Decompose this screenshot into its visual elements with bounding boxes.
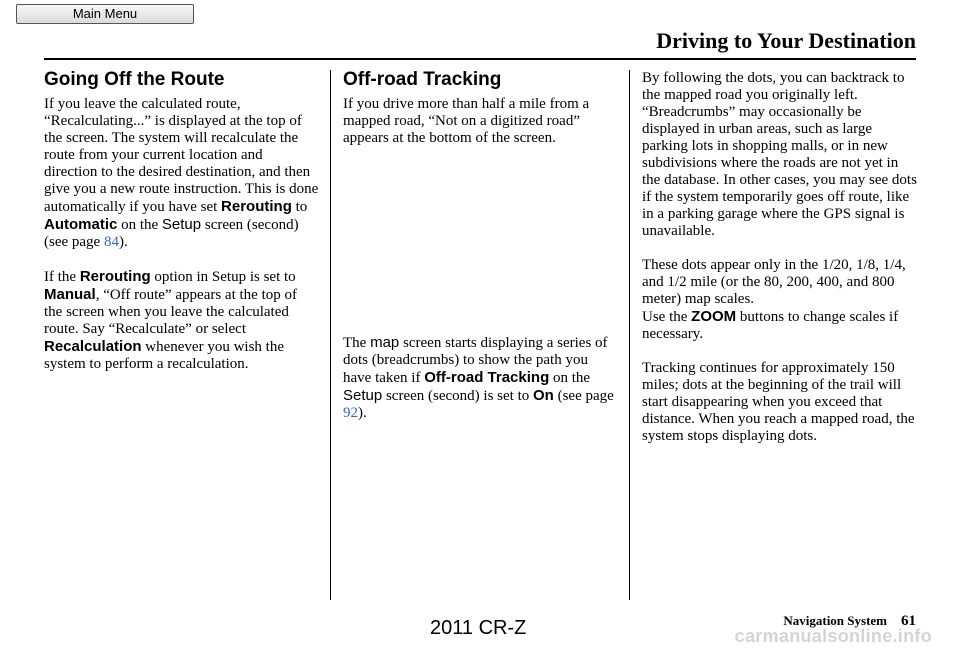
keyword-off-road-tracking: Off-road Tracking (424, 369, 550, 386)
text: on the (117, 217, 162, 233)
text: ). (358, 405, 367, 421)
paragraph: If you drive more than half a mile from a mapped road, “Not on a digitized road” appears at the bottom of the screen. (343, 96, 590, 146)
page-title: Driving to Your Destination (656, 28, 916, 53)
text: The (343, 335, 371, 351)
text: screen starts displaying a series of dots (breadcrumbs) to show the path you have taken if (343, 335, 608, 386)
section-title-off-road-tracking: Off-road Tracking (343, 69, 502, 90)
paragraph (44, 96, 319, 251)
column-divider (629, 70, 630, 600)
page-number: 61 (901, 613, 916, 629)
keyword-map: map (370, 334, 400, 351)
keyword-setup: Setup (343, 387, 383, 404)
column-off-road-tracking (343, 70, 618, 439)
footer-section-label: Navigation System (783, 613, 887, 628)
section-title-going-off-route: Going Off the Route (44, 69, 225, 90)
paragraph (642, 257, 917, 343)
text: option in Setup is set to (150, 269, 296, 285)
text: screen (second) (see page (44, 217, 299, 250)
keyword-zoom: ZOOM (691, 308, 737, 325)
keyword-manual: Manual (44, 286, 96, 303)
text: Use the (642, 309, 692, 325)
text: buttons to change scales if necessary. (642, 309, 899, 342)
main-menu-button[interactable]: Main Menu (16, 4, 194, 24)
text: on the (549, 370, 591, 386)
footer-model: 2011 CR-Z (430, 617, 527, 639)
paragraph: By following the dots, you can backtrack to the mapped road you originally left. “Breadcrumbs” may occasionally be displayed in urban areas, such as large parking lots in shopping malls, or in new subdivisions where the roads are not yet in the database. In other cases, you may see dots if the system temporarily goes off route, like in a parking garage where the GPS signal is unavailable. (642, 70, 917, 239)
watermark: carmanualsonline.info (734, 626, 932, 646)
text: If the (44, 269, 80, 285)
column-going-off-route (44, 70, 319, 390)
text: (see page (553, 388, 614, 404)
text: If you leave the calculated route, “Recalculating...” is displayed at the top of the screen. The system will recalculate the route from your current location and direction to the desired destination, and then give you a new route instruction. This is done automatically if you have set (44, 96, 319, 215)
text: , “Off route” appears at the top of the screen when you leave the calculated route. Say “Recalculate” or select (44, 287, 297, 337)
text: ). (118, 234, 128, 250)
header-divider (44, 58, 916, 60)
page-link-92[interactable]: 92 (343, 405, 358, 421)
keyword-recalculation: Recalculation (44, 338, 142, 355)
keyword-rerouting: Rerouting (221, 198, 292, 215)
page-link-84[interactable]: 84 (103, 234, 119, 250)
paragraph (343, 334, 618, 422)
spacer (343, 164, 618, 334)
text: These dots appear only in the 1/20, 1/8, 1/4, and 1/2 mile (or the 80, 200, 400, and 800 meter) map scales. (642, 257, 906, 307)
keyword-automatic: Automatic (44, 216, 118, 233)
column-divider (330, 70, 331, 600)
paragraph: Tracking continues for approximately 150 miles; dots at the beginning of the trail will start disappearing when you exceed that distance. When you reach a mapped road, the system stops displaying dots. (642, 360, 915, 444)
column-breadcrumbs (642, 70, 917, 462)
paragraph (44, 268, 319, 373)
text: whenever you wish the system to perform a recalculation. (44, 339, 284, 372)
text: to (291, 199, 308, 215)
keyword-rerouting: Rerouting (79, 268, 151, 285)
keyword-on: On (533, 387, 554, 404)
text: screen (second) is set to (382, 388, 533, 404)
keyword-setup: Setup (161, 216, 202, 233)
